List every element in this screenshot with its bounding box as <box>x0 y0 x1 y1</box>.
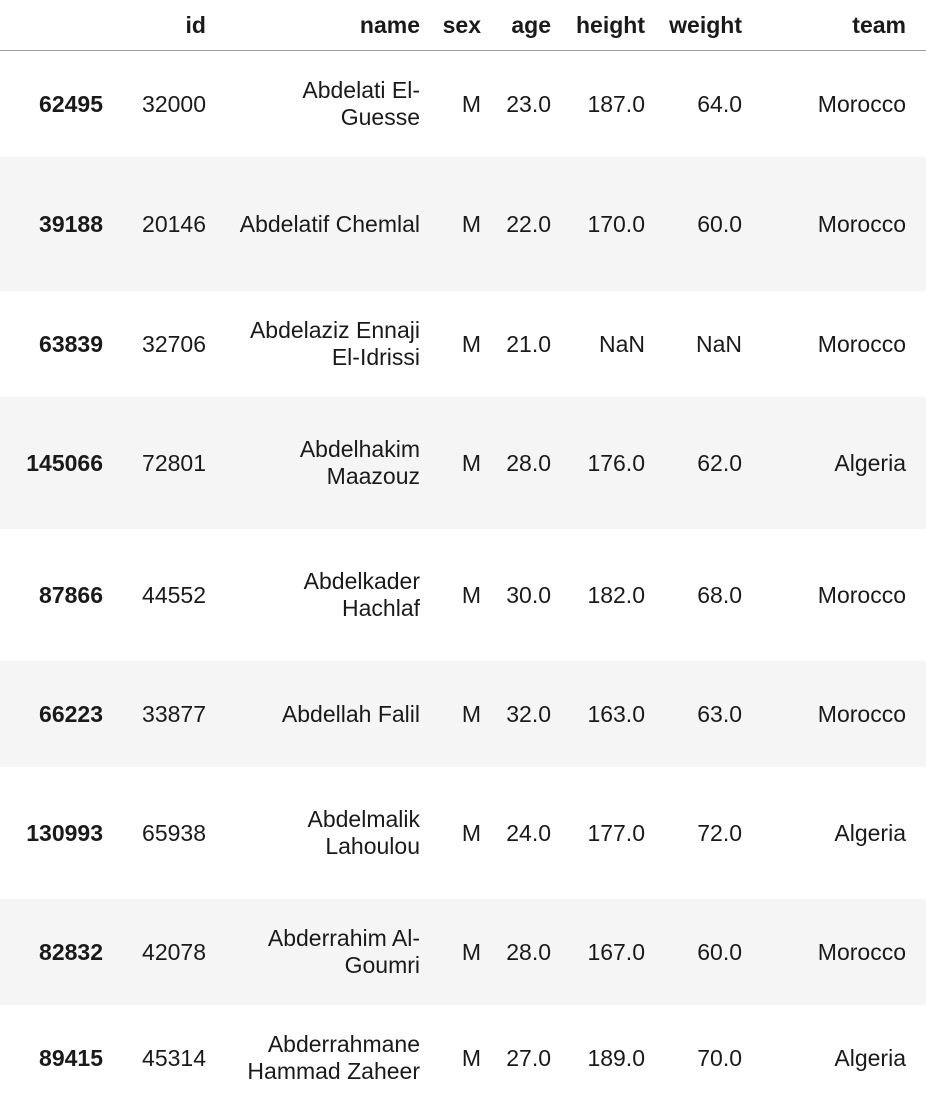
cell-age: 28.0 <box>506 938 551 965</box>
cell-name: Abdelati El- Guesse <box>302 77 420 130</box>
cell-team: Morocco <box>817 700 906 727</box>
cell-team: Morocco <box>817 90 906 117</box>
header-height: height <box>576 11 645 38</box>
header-age: age <box>511 11 551 38</box>
cell-id: 42078 <box>142 938 206 965</box>
cell-sex: M <box>461 938 481 965</box>
cell-sex: M <box>461 449 481 476</box>
cell-weight: 62.0 <box>697 449 742 476</box>
cell-id: 32000 <box>142 90 206 117</box>
cell-weight: 72.0 <box>697 819 742 846</box>
table-row <box>0 899 926 1005</box>
cell-age: 30.0 <box>506 581 551 608</box>
cell-name: Abdelhakim Maazouz <box>299 436 420 489</box>
cell-height: 170.0 <box>587 210 645 237</box>
cell-index: 145066 <box>26 449 103 476</box>
table-row <box>0 767 926 899</box>
cell-age: 21.0 <box>506 330 551 357</box>
cell-team: Morocco <box>817 581 906 608</box>
cell-index: 82832 <box>39 938 103 965</box>
table-row <box>0 529 926 661</box>
cell-age: 32.0 <box>506 700 551 727</box>
cell-index: 130993 <box>26 819 103 846</box>
table-row <box>0 661 926 767</box>
cell-height: 189.0 <box>587 1044 645 1071</box>
cell-weight: 68.0 <box>697 581 742 608</box>
cell-id: 32706 <box>142 330 206 357</box>
cell-sex: M <box>461 1044 481 1071</box>
table-row <box>0 51 926 157</box>
cell-name: Abdelatif Chemlal <box>239 210 420 237</box>
cell-id: 20146 <box>142 210 206 237</box>
cell-sex: M <box>461 700 481 727</box>
cell-height: NaN <box>598 330 645 357</box>
cell-id: 33877 <box>142 700 206 727</box>
cell-height: 167.0 <box>587 938 645 965</box>
cell-weight: 70.0 <box>697 1044 742 1071</box>
cell-sex: M <box>461 330 481 357</box>
header-sex: sex <box>442 11 481 38</box>
table-row <box>0 157 926 291</box>
table-row <box>0 1005 926 1111</box>
table-row <box>0 291 926 397</box>
cell-id: 44552 <box>142 581 206 608</box>
cell-id: 65938 <box>142 819 206 846</box>
header-team: team <box>852 11 906 38</box>
cell-age: 27.0 <box>506 1044 551 1071</box>
cell-id: 45314 <box>142 1044 206 1071</box>
cell-index: 62495 <box>39 90 103 117</box>
cell-sex: M <box>461 90 481 117</box>
cell-weight: 60.0 <box>697 210 742 237</box>
cell-team: Algeria <box>834 1044 906 1071</box>
header-name: name <box>359 11 420 38</box>
cell-sex: M <box>461 581 481 608</box>
cell-sex: M <box>461 210 481 237</box>
cell-name: Abderrahmane Hammad Zaheer <box>247 1031 420 1084</box>
cell-name: Abderrahim Al- Goumri <box>267 925 420 978</box>
cell-height: 182.0 <box>587 581 645 608</box>
cell-name: Abdelmalik Lahoulou <box>307 806 420 859</box>
cell-weight: 63.0 <box>697 700 742 727</box>
cell-age: 22.0 <box>506 210 551 237</box>
cell-team: Morocco <box>817 938 906 965</box>
cell-index: 89415 <box>39 1044 103 1071</box>
cell-id: 72801 <box>142 449 206 476</box>
cell-team: Algeria <box>834 449 906 476</box>
cell-weight: 60.0 <box>697 938 742 965</box>
cell-name: Abdelaziz Ennaji El-Idrissi <box>249 317 420 370</box>
cell-team: Morocco <box>817 330 906 357</box>
table-row <box>0 397 926 529</box>
cell-height: 177.0 <box>587 819 645 846</box>
header-weight: weight <box>669 11 742 38</box>
cell-height: 163.0 <box>587 700 645 727</box>
cell-index: 66223 <box>39 700 103 727</box>
cell-age: 23.0 <box>506 90 551 117</box>
cell-height: 187.0 <box>587 90 645 117</box>
cell-height: 176.0 <box>587 449 645 476</box>
cell-age: 28.0 <box>506 449 551 476</box>
table-header <box>0 0 926 51</box>
cell-name: Abdellah Falil <box>281 700 420 727</box>
cell-index: 39188 <box>39 210 103 237</box>
header-id: id <box>185 11 206 38</box>
cell-team: Morocco <box>817 210 906 237</box>
cell-age: 24.0 <box>506 819 551 846</box>
cell-index: 87866 <box>39 581 103 608</box>
cell-weight: NaN <box>695 330 742 357</box>
cell-index: 63839 <box>39 330 103 357</box>
cell-team: Algeria <box>834 819 906 846</box>
cell-sex: M <box>461 819 481 846</box>
cell-name: Abdelkader Hachlaf <box>303 568 420 621</box>
cell-weight: 64.0 <box>697 90 742 117</box>
table-body <box>0 51 926 1111</box>
